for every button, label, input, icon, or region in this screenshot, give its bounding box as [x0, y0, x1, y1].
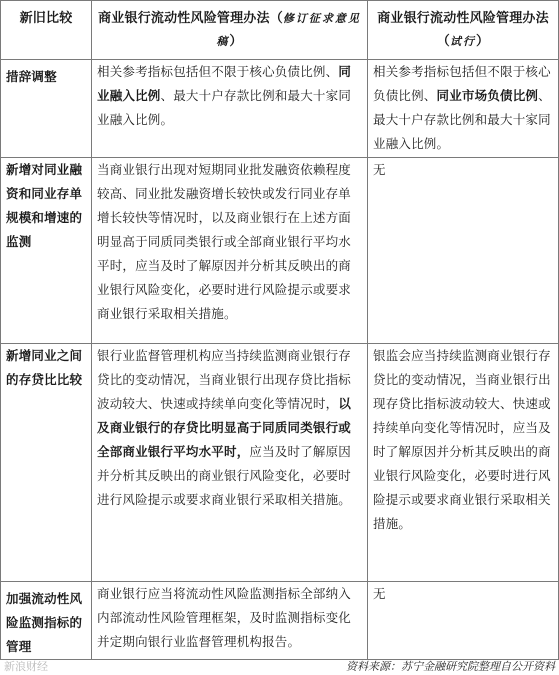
- old-rule-cell: 无: [368, 158, 559, 344]
- row-label: 新增对同业融资和同业存单规模和增速的监测: [1, 158, 92, 344]
- old-rule-cell: 无: [368, 582, 559, 660]
- old-rule-cell: 相关参考指标包括但不限于核心负债比例、同业市场负债比例、最大十户存款比例和最大十家同业融入比例。: [368, 60, 559, 158]
- footer: [0, 657, 559, 675]
- new-rule-cell: 相关参考指标包括但不限于核心负债比例、同业融入比例、最大十户存款比例和最大十家同业融入比例。: [92, 60, 368, 158]
- table-row: [1, 344, 559, 582]
- table-row: [1, 60, 559, 158]
- new-rule-cell: 银行业监督管理机构应当持续监测商业银行存贷比的变动情况，当商业银行出现存贷比指标波动较大、快速或持续单向变化等情况时，以及商业银行的存贷比明显高于同质同类银行或全部商业银行平均水平时，应当及时了解原因并分析其反映出的商业银行风险变化，必要时进行风险提示或要求商业银行采取相关措施。: [92, 344, 368, 582]
- watermark: 新浪财经: [4, 660, 48, 673]
- header-row: [1, 1, 559, 60]
- row-label: 措辞调整: [1, 60, 92, 158]
- old-rule-cell: 银监会应当持续监测商业银行存贷比的变动情况，当商业银行出现存贷比指标波动较大、快速或持续单向变化等情况时，应当及时了解原因并分析其反映出的商业银行风险变化，必要时进行风险提示或要求商业银行采取相关措施。: [368, 344, 559, 582]
- row-label: 加强流动性风险监测指标的管理: [1, 582, 92, 660]
- new-rule-cell: 当商业银行出现对短期同业批发融资依赖程度较高、同业批发融资增长较快或发行同业存单增长较快等情况时，以及商业银行在上述方面明显高于同质同类银行或全部商业银行平均水平时，应当及时了解原因并分析其反映出的商业银行风险变化，必要时进行风险提示或要求商业银行采取相关措施。: [92, 158, 368, 344]
- source-note: 资料来源：苏宁金融研究院整理自公开资料: [346, 660, 555, 673]
- new-rule-cell: 商业银行应当将流动性风险监测指标全部纳入内部流动性风险管理框架，及时监测指标变化并定期向银行业监督管理机构报告。: [92, 582, 368, 660]
- header-revised-draft: 商业银行流动性风险管理办法（修订征求意见稿）: [92, 1, 368, 60]
- table-row: [1, 158, 559, 344]
- header-comparison: 新旧比较: [1, 1, 92, 60]
- header-trial-version: 商业银行流动性风险管理办法（试行）: [368, 1, 559, 60]
- row-label: 新增同业之间的存贷比比较: [1, 344, 92, 582]
- table-row: [1, 582, 559, 660]
